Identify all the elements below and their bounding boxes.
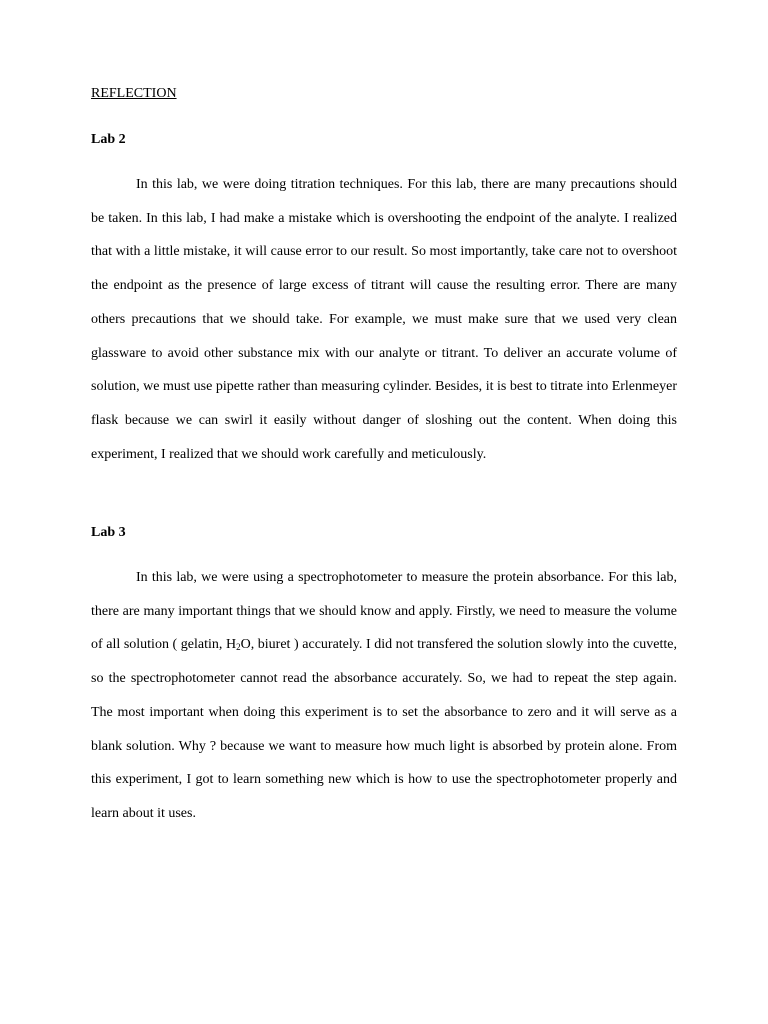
paragraph-lab-3-text-part-1: In this lab, we were using a spectrophotometer to measure the protein absorbance. For this lab, there are many important things that we should know and apply. Firstly, we need to measure the volume of all solution ( gelatin, H (91, 570, 677, 653)
section-heading-lab-2: Lab 2 (91, 132, 126, 147)
document-page (91, 0, 677, 1024)
section-heading-lab-3: Lab 3 (91, 525, 126, 540)
paragraph-lab-3 (91, 561, 677, 831)
paragraph-lab-3-text-part-2: O, biuret ) accurately. I did not transfered the solution slowly into the cuvette, so the spectrophotometer cannot read the absorbance accurately. So, we had to repeat the step again. The most important when doing this experiment is to set the absorbance to zero and it will serve as a blank solution. Why ? because we want to measure how much light is absorbed by protein alone. From this experiment, I got to learn something new which is how to use the spectrophotometer properly and learn about it uses. (91, 637, 677, 821)
document-title: REFLECTION (91, 86, 177, 101)
water-subscript: 2 (236, 642, 241, 653)
paragraph-lab-2: In this lab, we were doing titration techniques. For this lab, there are many precautions should be taken. In this lab, I had make a mistake which is overshooting the endpoint of the analyte. I realized that with a little mistake, it will cause error to our result. So most importantly, take care not to overshoot the endpoint as the presence of large excess of titrant will cause the resulting error. There are many others precautions that we should take. For example, we must make sure that we used very clean glassware to avoid other substance mix with our analyte or titrant. To deliver an accurate volume of solution, we must use pipette rather than measuring cylinder. Besides, it is best to titrate into Erlenmeyer flask because we can swirl it easily without danger of sloshing out the content. When doing this experiment, I realized that we should work carefully and meticulously. (91, 177, 677, 462)
